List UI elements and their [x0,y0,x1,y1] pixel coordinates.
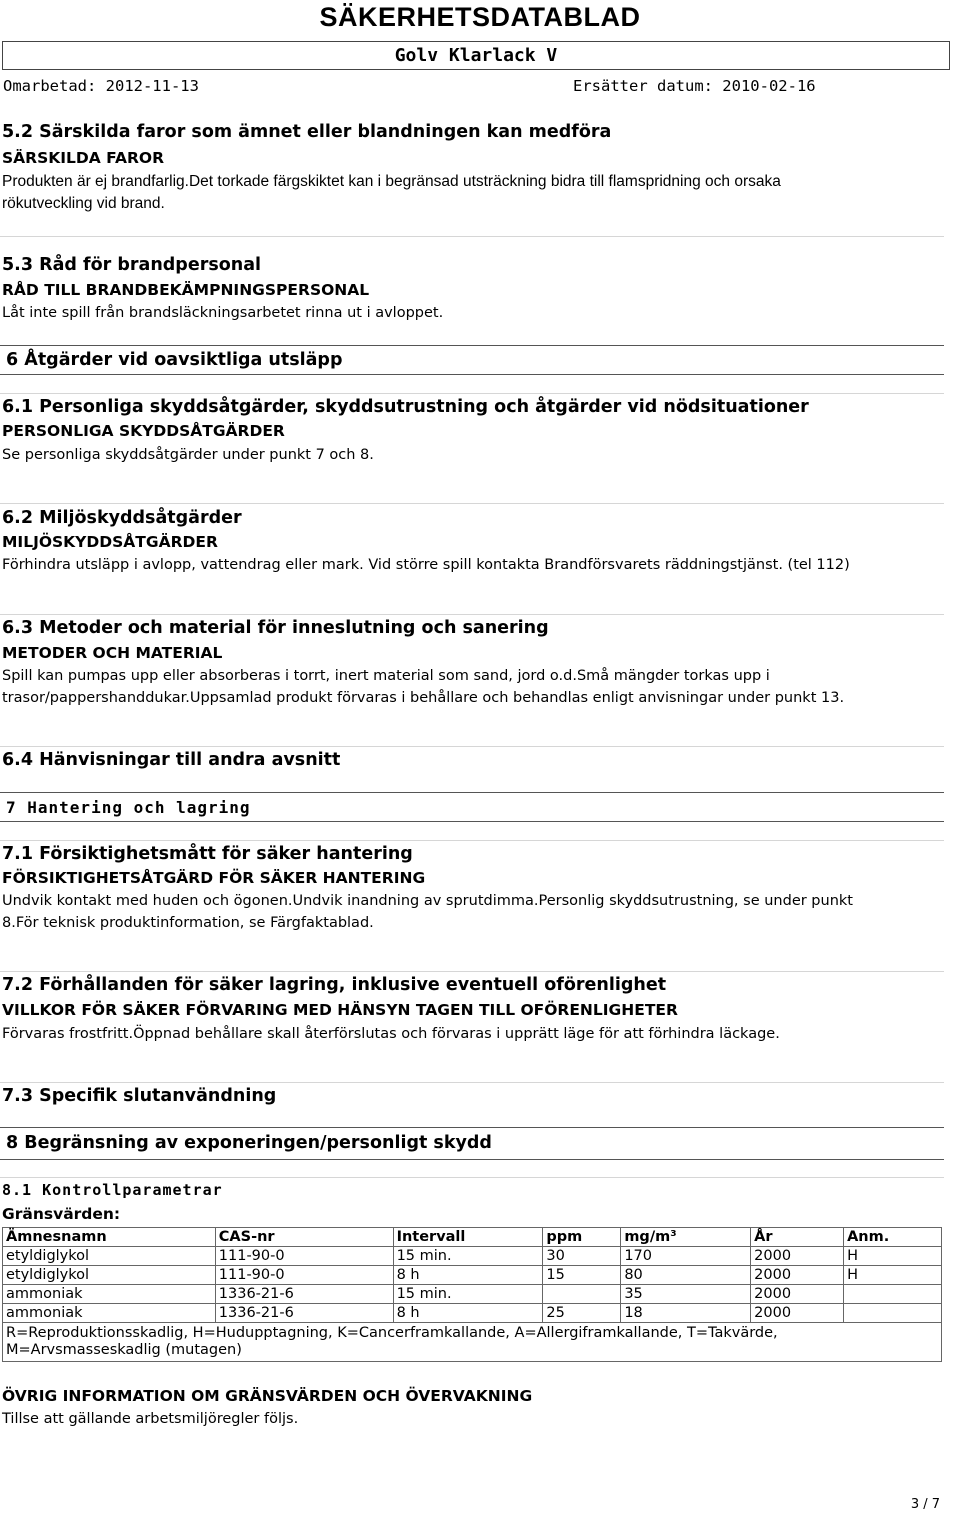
section-5-3-text: Låt inte spill från brandsläckningsarbetet rinna ut i avloppet. [2,305,444,321]
column-header: Intervall [393,1228,543,1247]
table-note [3,1323,942,1362]
table-note-row [3,1323,942,1362]
revised-date: Omarbetad: 2012-11-13 [3,77,199,95]
section-7-3-heading: 7.3 Specifik slutanvändning [2,1086,277,1106]
section-7-1-heading: 7.1 Försiktighetsmått för säker hantering [2,844,413,864]
section-7-1-text-line1: Undvik kontakt med huden och ögonen.Undvik inandning av sprutdimma.Personlig skyddsutrustning, se under punkt [2,893,853,909]
table-cell: 8 h [393,1266,543,1285]
section-rule [0,374,944,375]
table-cell: 30 [543,1247,621,1266]
section-6-heading: 6 Åtgärder vid oavsiktliga utsläpp [6,350,343,370]
section-rule [0,1159,944,1160]
table-note-line1: R=Reproduktionsskadlig, H=Hudupptagning, K=Cancerframkallande, A=Allergiframkallande, T=Takvärde, [6,1325,778,1341]
column-header: Ämnesnamn [3,1228,216,1247]
separator [0,503,944,504]
section-6-3-text-line2: trasor/pappershanddukar.Uppsamlad produkt förvaras i behållare och behandlas enligt anvisningar under punkt 13. [2,690,845,706]
table-cell: 15 [543,1266,621,1285]
section-6-2-heading: 6.2 Miljöskyddsåtgärder [2,508,242,528]
table-cell: 2000 [751,1247,844,1266]
product-name: Golv Klarlack V [2,41,950,70]
section-rule [0,821,944,822]
table-cell: etyldiglykol [3,1247,216,1266]
table-cell: 111-90-0 [215,1247,393,1266]
page-number: 3 / 7 [910,1497,940,1512]
other-info-heading: ÖVRIG INFORMATION OM GRÄNSVÄRDEN OCH ÖVERVAKNING [2,1387,533,1405]
column-header: Anm. [844,1228,942,1247]
table-cell: H [844,1247,942,1266]
separator [0,614,944,615]
table-cell: 2000 [751,1304,844,1323]
section-5-3-subheading: RÅD TILL BRANDBEKÄMPNINGSPERSONAL [2,281,370,299]
section-6-1-text: Se personliga skyddsåtgärder under punkt 7 och 8. [2,447,374,463]
table-row [3,1304,942,1323]
section-6-3-text-line1: Spill kan pumpas upp eller absorberas i torrt, inert material som sand, jord o.d.Små mängder torkas upp i [2,668,770,684]
section-7-1-subheading: FÖRSIKTIGHETSÅTGÄRD FÖR SÄKER HANTERING [2,869,426,887]
separator [0,840,944,841]
separator [0,971,944,972]
section-7-2-subheading: VILLKOR FÖR SÄKER FÖRVARING MED HÄNSYN TAGEN TILL OFÖRENLIGHETER [2,1001,678,1019]
table-cell: 18 [621,1304,751,1323]
table-cell [543,1285,621,1304]
section-6-1-heading: 6.1 Personliga skyddsåtgärder, skyddsutrustning och åtgärder vid nödsituationer [2,397,809,417]
separator [0,393,944,394]
table-header-row [3,1228,942,1247]
table-row [3,1266,942,1285]
section-rule [0,345,944,346]
table-cell: 170 [621,1247,751,1266]
table-row [3,1285,942,1304]
table-cell: 80 [621,1266,751,1285]
separator [0,746,944,747]
section-7-2-heading: 7.2 Förhållanden för säker lagring, inklusive eventuell oförenlighet [2,975,667,995]
section-5-2-text-line2: rökutveckling vid brand. [2,195,165,212]
table-row [3,1247,942,1266]
section-7-heading: 7 Hantering och lagring [6,798,251,817]
separator [0,1177,944,1178]
table-cell: ammoniak [3,1285,216,1304]
column-header: CAS-nr [215,1228,393,1247]
table-cell: 35 [621,1285,751,1304]
table-cell: 111-90-0 [215,1266,393,1285]
section-6-3-heading: 6.3 Metoder och material för inneslutning och sanering [2,618,549,638]
section-5-2-heading: 5.2 Särskilda faror som ämnet eller blandningen kan medföra [2,122,612,142]
table-cell [844,1304,942,1323]
table-cell: 15 min. [393,1247,543,1266]
section-5-3-heading: 5.3 Råd för brandpersonal [2,255,262,275]
section-6-1-subheading: PERSONLIGA SKYDDSÅTGÄRDER [2,422,285,440]
table-cell: 1336-21-6 [215,1304,393,1323]
table-cell: 1336-21-6 [215,1285,393,1304]
table-cell: 25 [543,1304,621,1323]
section-6-2-subheading: MILJÖSKYDDSÅTGÄRDER [2,533,218,551]
separator [0,1082,944,1083]
section-rule [0,792,944,793]
column-header: mg/m³ [621,1228,751,1247]
exposure-limits-table [2,1227,942,1362]
section-5-2-subheading: SÄRSKILDA FAROR [2,149,165,167]
section-8-1-heading: 8.1 Kontrollparametrar [2,1181,223,1199]
table-cell: H [844,1266,942,1285]
other-info-text: Tillse att gällande arbetsmiljöregler följs. [2,1411,299,1427]
section-7-2-text: Förvaras frostfritt.Öppnad behållare skall återförslutas och förvaras i upprätt läge för att förhindra läckage. [2,1026,780,1042]
table-note-line2: M=Arvsmasseskadlig (mutagen) [6,1342,242,1358]
section-7-1-text-line2: 8.För teknisk produktinformation, se Färgfaktablad. [2,915,374,931]
column-header: ppm [543,1228,621,1247]
document-title: SÄKERHETSDATABLAD [319,2,641,32]
column-header: År [751,1228,844,1247]
limits-label: Gränsvärden: [2,1205,121,1223]
section-6-3-subheading: METODER OCH MATERIAL [2,644,223,662]
table-cell: 8 h [393,1304,543,1323]
section-6-4-heading: 6.4 Hänvisningar till andra avsnitt [2,750,341,770]
table-cell [844,1285,942,1304]
section-6-2-text: Förhindra utsläpp i avlopp, vattendrag eller mark. Vid större spill kontakta Brandförsvarets räddningstjänst. (tel 112) [2,557,850,573]
table-cell: 15 min. [393,1285,543,1304]
section-5-2-text-line1: Produkten är ej brandfarlig.Det torkade färgskiktet kan i begränsad utsträckning bidra till flamspridning och orsaka [2,173,781,190]
separator [0,236,944,237]
section-8-heading: 8 Begränsning av exponeringen/personligt skydd [6,1133,492,1153]
section-rule [0,1127,944,1128]
table-cell: 2000 [751,1266,844,1285]
table-cell: etyldiglykol [3,1266,216,1285]
table-cell: 2000 [751,1285,844,1304]
table-cell: ammoniak [3,1304,216,1323]
replaces-date: Ersätter datum: 2010-02-16 [573,77,816,95]
